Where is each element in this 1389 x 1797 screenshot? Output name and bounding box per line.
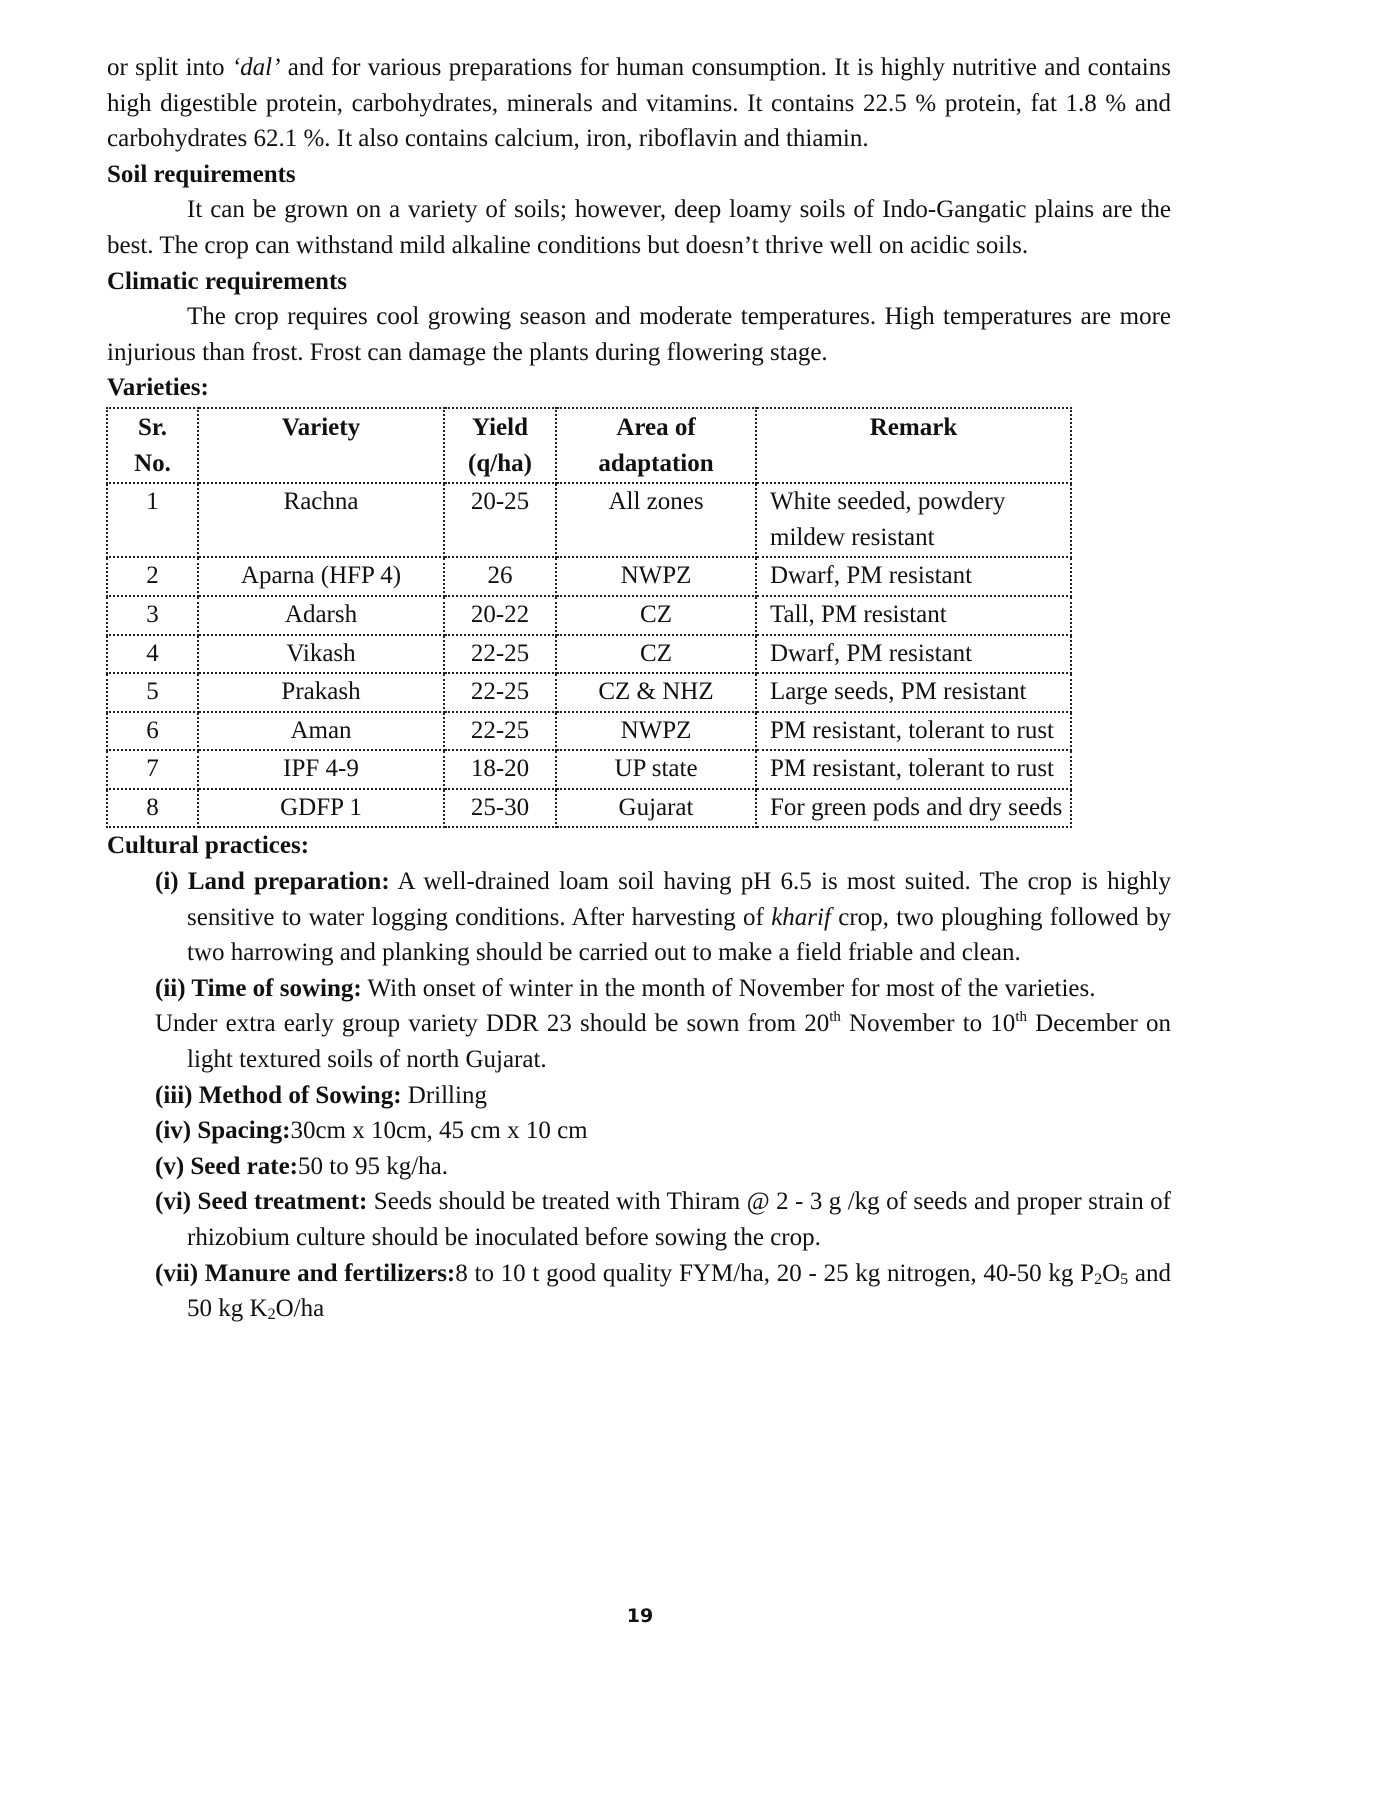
list-item-land-preparation bbox=[155, 864, 1171, 971]
cell-variety: Adarsh bbox=[198, 596, 444, 635]
item-text: Under extra early group variety DDR 23 should be sown from 20 bbox=[155, 1010, 830, 1038]
item-text: 8 to 10 t good quality FYM/ha, 20 - 25 kg nitrogen, 40-50 kg P bbox=[455, 1259, 1095, 1287]
table-header-row bbox=[107, 408, 1071, 483]
intro-text: or split into bbox=[107, 54, 232, 81]
ordinal-suffix: th bbox=[1015, 1009, 1027, 1026]
cell-area: NWPZ bbox=[556, 557, 756, 596]
item-label: (vii) Manure and fertilizers: bbox=[155, 1259, 456, 1287]
item-text: With onset of winter in the month of November for most of the varieties. bbox=[361, 974, 1096, 1002]
cell-yield: 18-20 bbox=[444, 750, 556, 789]
table-row bbox=[107, 750, 1071, 789]
cell-sr: 8 bbox=[107, 789, 198, 828]
item-text: November to 10 bbox=[840, 1010, 1016, 1038]
climate-heading: Climatic requirements bbox=[107, 267, 348, 295]
item-text: O bbox=[1102, 1259, 1121, 1287]
col-header-sr bbox=[107, 408, 198, 483]
table-row bbox=[107, 673, 1071, 712]
list-item-method-of-sowing bbox=[155, 1078, 1171, 1114]
item-label: (iv) Spacing: bbox=[155, 1117, 291, 1145]
cell-remark: Dwarf, PM resistant bbox=[756, 635, 1071, 674]
cell-variety: Vikash bbox=[198, 635, 444, 674]
cell-yield: 25-30 bbox=[444, 789, 556, 828]
cell-variety: Aman bbox=[198, 712, 444, 751]
item-text: 50 to 95 kg/ha. bbox=[298, 1152, 448, 1180]
table-row bbox=[107, 596, 1071, 635]
table-row bbox=[107, 557, 1071, 596]
item-text: December on light textured soils of north Gujarat. bbox=[187, 1010, 1171, 1074]
cell-yield: 22-25 bbox=[444, 673, 556, 712]
list-item-spacing bbox=[155, 1113, 1171, 1149]
intro-paragraph bbox=[107, 50, 1171, 157]
cell-yield: 20-22 bbox=[444, 596, 556, 635]
table-row bbox=[107, 483, 1071, 557]
item-label: (i) Land preparation: bbox=[155, 868, 390, 896]
intro-italic-term: ‘dal’ bbox=[231, 54, 281, 81]
cultural-practices-list bbox=[107, 864, 1171, 1327]
cell-yield: 20-25 bbox=[444, 483, 556, 557]
varieties-table bbox=[106, 407, 1072, 829]
cell-sr: 2 bbox=[107, 557, 198, 596]
cell-sr: 3 bbox=[107, 596, 198, 635]
cell-remark: PM resistant, tolerant to rust bbox=[756, 750, 1071, 789]
cell-remark: Large seeds, PM resistant bbox=[756, 673, 1071, 712]
cell-remark: Tall, PM resistant bbox=[756, 596, 1071, 635]
item-label: (ii) Time of sowing: bbox=[155, 974, 362, 1002]
item-text: and 50 kg K bbox=[187, 1259, 1171, 1323]
ordinal-suffix: th bbox=[829, 1009, 841, 1026]
item-text: Drilling bbox=[401, 1081, 487, 1109]
col-header-remark: Remark bbox=[756, 408, 1071, 483]
cell-area: CZ bbox=[556, 635, 756, 674]
cell-area: NWPZ bbox=[556, 712, 756, 751]
item-text: 30cm x 10cm, 45 cm x 10 cm bbox=[290, 1117, 588, 1145]
intro-text-continued: and for various preparations for human consumption. It is highly nutritive and contains high digestible protein, carbohydrates, minerals and vitamins. It contains 22.5 % protein, fat 1.8 % and carbohydrates 62.1 %. It also contains calcium, iron, riboflavin and thiamin. bbox=[107, 54, 1171, 153]
cell-remark: White seeded, powdery mildew resistant bbox=[756, 483, 1071, 557]
table-row bbox=[107, 635, 1071, 674]
document-page bbox=[107, 50, 1171, 1327]
table-row bbox=[107, 789, 1071, 828]
cell-remark: PM resistant, tolerant to rust bbox=[756, 712, 1071, 751]
cell-remark: Dwarf, PM resistant bbox=[756, 557, 1071, 596]
cell-sr: 4 bbox=[107, 635, 198, 674]
cell-sr: 5 bbox=[107, 673, 198, 712]
cell-yield: 22-25 bbox=[444, 635, 556, 674]
cell-variety: Aparna (HFP 4) bbox=[198, 557, 444, 596]
item-text: O/ha bbox=[275, 1295, 325, 1323]
climate-paragraph: The crop requires cool growing season and moderate temperatures. High temperatures are more injurious than frost. Frost can damage the plants during flowering stage. bbox=[107, 303, 1171, 366]
cell-variety: GDFP 1 bbox=[198, 789, 444, 828]
subscript: 2 bbox=[267, 1306, 276, 1324]
item-label: (v) Seed rate: bbox=[155, 1152, 298, 1180]
cell-variety: Prakash bbox=[198, 673, 444, 712]
list-item-seed-treatment bbox=[155, 1184, 1171, 1255]
cell-sr: 7 bbox=[107, 750, 198, 789]
cell-variety: IPF 4-9 bbox=[198, 750, 444, 789]
item-label: (vi) Seed treatment: bbox=[155, 1188, 368, 1216]
cell-remark: For green pods and dry seeds bbox=[756, 789, 1071, 828]
cell-yield: 26 bbox=[444, 557, 556, 596]
col-header-variety: Variety bbox=[198, 408, 444, 483]
item-italic-term: kharif bbox=[771, 903, 831, 931]
col-header-yield-line1: Yield bbox=[471, 413, 529, 441]
cultural-heading: Cultural practices: bbox=[107, 832, 310, 860]
cell-sr: 6 bbox=[107, 712, 198, 751]
cell-sr: 1 bbox=[107, 483, 198, 557]
soil-heading: Soil requirements bbox=[107, 160, 296, 188]
varieties-heading: Varieties: bbox=[107, 374, 209, 402]
col-header-yield-line2: (q/ha) bbox=[468, 449, 532, 477]
item-label: (iii) Method of Sowing: bbox=[155, 1081, 402, 1109]
subscript: 2 bbox=[1094, 1270, 1103, 1288]
col-header-area-line1: Area of bbox=[616, 413, 696, 441]
table-row bbox=[107, 712, 1071, 751]
list-item-manure-fertilizers bbox=[155, 1256, 1171, 1327]
list-item-seed-rate bbox=[155, 1149, 1171, 1185]
list-item-extra-early-note bbox=[155, 1006, 1171, 1077]
col-header-area-line2: adaptation bbox=[598, 449, 714, 477]
soil-paragraph: It can be grown on a variety of soils; however, deep loamy soils of Indo-Gangatic plains are the best. The crop can withstand mild alkaline conditions but doesn’t thrive well on acidic soils. bbox=[107, 196, 1171, 259]
col-header-sr-line1: Sr. bbox=[138, 413, 167, 441]
item-text: Seeds should be treated with Thiram @ 2 - 3 g /kg of seeds and proper strain of rhizobium culture should be inoculated before sowing the crop. bbox=[187, 1188, 1171, 1251]
item-text: A well-drained loam soil having pH 6.5 is most suited. The crop is highly sensitive to water logging conditions. After harvesting of bbox=[187, 868, 1171, 931]
cell-area: UP state bbox=[556, 750, 756, 789]
item-text-continued: crop, two ploughing followed by two harrowing and planking should be carried out to make a field friable and clean. bbox=[187, 903, 1171, 967]
col-header-area bbox=[556, 408, 756, 483]
subscript: 5 bbox=[1120, 1270, 1129, 1288]
page-number: 19 bbox=[626, 1605, 654, 1627]
cell-yield: 22-25 bbox=[444, 712, 556, 751]
cell-area: CZ bbox=[556, 596, 756, 635]
cell-area: All zones bbox=[556, 483, 756, 557]
col-header-sr-line2: No. bbox=[134, 449, 171, 477]
col-header-yield bbox=[444, 408, 556, 483]
cell-variety: Rachna bbox=[198, 483, 444, 557]
cell-area: CZ & NHZ bbox=[556, 673, 756, 712]
cell-area: Gujarat bbox=[556, 789, 756, 828]
list-item-time-of-sowing bbox=[155, 971, 1171, 1007]
